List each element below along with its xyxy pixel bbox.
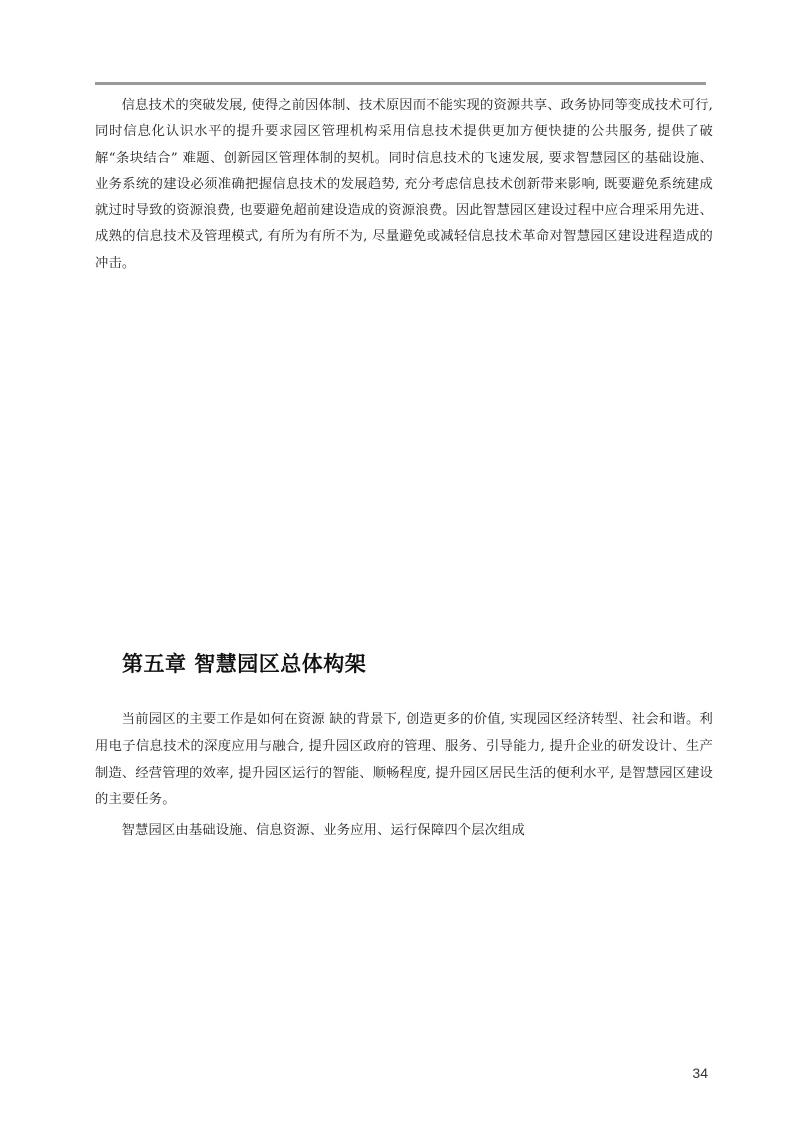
header-divider [95, 82, 706, 85]
page-number: 34 [692, 1065, 708, 1081]
body-paragraph: 信息技术的突破发展, 使得之前因体制、技术原因而不能实现的资源共享、政务协同等变成技术可行, 同时信息化认识水平的提升要求园区管理机构采用信息技术提供更加方便快捷的公共服务, 提供了破解“条块结合” 难题、创新园区管理体制的契机。同时信息技术的飞速发展, 要求智慧园区的基础设施、业务系统的建设必须准确把握信息技术的发展趋势, 充分考虑信息技术创新带来影响, 既要避免系统建成就过时导致的资源浪费, 也要避免超前建设造成的资源浪费。因此智慧园区建设过程中应合理采用先进、成熟的信息技术及管理模式, 有所为有所不为, 尽量避免或减轻信息技术革命对智慧园区建设进程造成的冲击。 [95, 98, 713, 271]
body-paragraph: 当前园区的主要工作是如何在资源 缺的背景下, 创造更多的价值, 实现园区经济转型、社会和谐。利用电子信息技术的深度应用与融合, 提升园区政府的管理、服务、引导能力, 提升企业的研发设计、生产制造、经营管理的效率, 提升园区运行的智能、顺畅程度, 提升园区居民生活的便利水平, 是智慧园区建设的主要任务。 [95, 712, 713, 808]
body-paragraph: 智慧园区由基础设施、信息资源、业务应用、运行保障四个层次组成 [121, 823, 525, 838]
chapter-title: 第五章 智慧园区总体构架 [122, 652, 367, 676]
